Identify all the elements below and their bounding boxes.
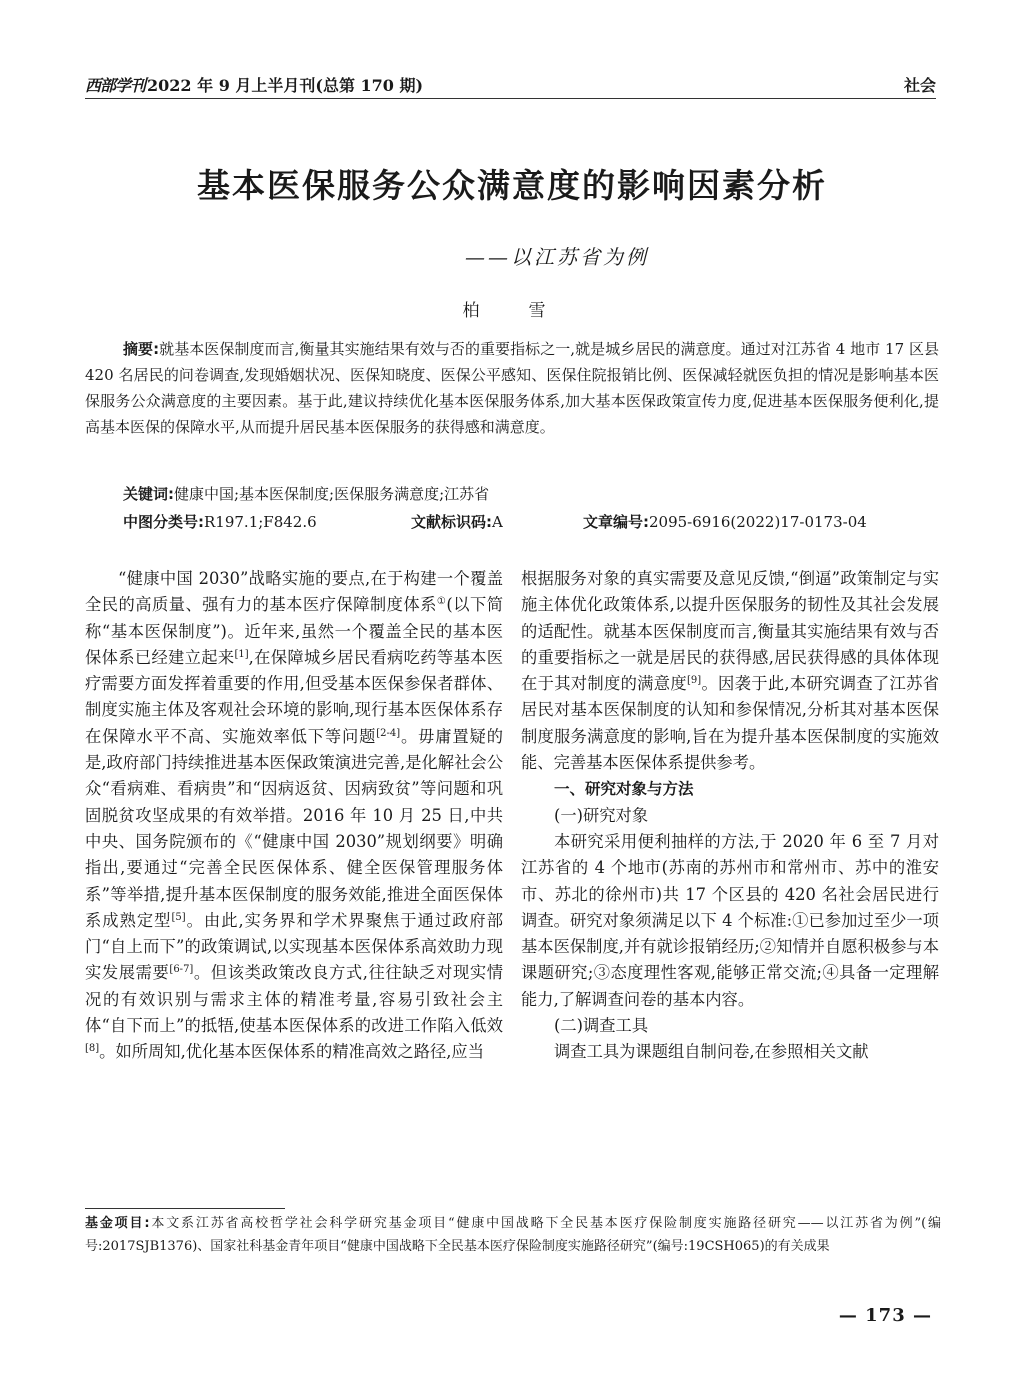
clc-label: 中图分类号:	[123, 513, 204, 531]
body-text: 根据服务对象的真实需要及意见反馈,“倒逼”政策制定与实施主体优化政策体系,以提升医保服务的韧性及其社会发展的适配性。就基本医保制度而言,衡量其实施结果有效与否的重要指标之一就是居民的获得感,居民获得感的具体体现在于其对制度的满意度	[521, 569, 939, 694]
article-title: 基本医保服务公众满意度的影响因素分析	[197, 166, 827, 205]
body-text: 。如所周知,优化基本医保体系的精准高效之路径,应当	[99, 1042, 484, 1062]
body-text: ,在保障城乡居民看病吃药等基本医疗需要方面发挥着重要的作用,但受基本医保参保者群体、制度实施主体及客观社会环境的影响,现行基本医保体系存在保障水平不高、实施效率低下等问题	[85, 647, 503, 746]
keywords-label: 关键词:	[123, 485, 174, 503]
doc-code-value: A	[492, 513, 503, 531]
article-no-value: 2095-6916(2022)17-0173-04	[649, 513, 867, 531]
citation: [8]	[85, 1043, 100, 1055]
classification-row	[123, 511, 939, 532]
author-name: 柏 雪	[462, 301, 562, 321]
body-paragraph	[521, 566, 939, 776]
clc-value: R197.1;F842.6	[204, 513, 317, 531]
abstract-label: 摘要:	[123, 340, 160, 358]
doc-code-label: 文献标识码:	[411, 513, 492, 531]
subsection-heading: (一)研究对象	[554, 805, 649, 825]
abstract	[85, 336, 939, 440]
citation: [1]	[234, 648, 249, 660]
funding-text: 本文系江苏省高校哲学社会科学研究基金项目“健康中国战略下全民基本医疗保险制度实施路径研究——以江苏省为例”(编号:2017SJB1376)、国家社科基金青年项目“健康中国战略下全民基本医疗保险制度实施路径研究”(编号:19CSH065)的有关成果	[85, 1216, 941, 1254]
body-paragraph	[85, 566, 503, 1066]
footnote-rule	[85, 1208, 285, 1209]
body-text: 。因袭于此,本研究调查了江苏省居民对基本医保制度的认知和参保情况,分析其对基本医保制度服务满意度的影响,旨在为提升基本医保制度的实施效能、完善基本医保体系提供参考。	[521, 674, 939, 773]
citation: [5]	[171, 911, 186, 923]
footnote-ref: ①	[436, 596, 447, 608]
body-text: 。由此,实务界和学术界聚焦于通过政府部门“自上而下”的政策调试,以实现基本医保体系高效助力现实发展需要	[85, 910, 503, 983]
body-paragraph: 本研究采用便利抽样的方法,于 2020 年 6 至 7 月对江苏省的 4 个地市(苏南的苏州市和常州市、苏中的淮安市、苏北的徐州市)共 17 个区县的 420 名社会居民进行调查。研究对象须满足以下 4 个标准:①已参加过至少一项基本医保制度,并有就诊报销经历;②知情并自愿积极参与本课题研究;③态度理性客观,能够正常交流;④具备一定理解能力,了解调查问卷的基本内容。	[521, 831, 939, 1009]
article-no-label: 文章编号:	[583, 513, 649, 531]
page-number: — 173 —	[838, 1305, 932, 1326]
citation: [6-7]	[169, 964, 194, 976]
article-subtitle: ——以江苏省为例	[465, 245, 649, 269]
body-column-left	[85, 566, 503, 1066]
issue-info: 2022 年 9 月上半月刊(总第 170 期)	[147, 76, 424, 95]
body-text: 。毋庸置疑的是,政府部门持续推进基本医保政策演进完善,是化解社会公众“看病难、看病贵”和“因病返贫、因病致贫”等问题和巩固脱贫攻坚成果的有效举措。2016 年 10 月 25 日,中共中央、国务院颁布的《“健康中国 2030”规划纲要》明确指出,要通过“完善全民医保体系、健全医保管理服务体系”等举措,提升基本医保制度的服务效能,推进全面医保体系成熟定型	[85, 726, 503, 930]
keywords-text: 健康中国;基本医保制度;医保服务满意度;江苏省	[174, 485, 490, 503]
funding-footnote	[85, 1212, 941, 1258]
body-text: 。但该类政策改良方式,往往缺乏对现实情况的有效识别与需求主体的精准考量,容易引致社会主体“自下而上”的抵牾,使基本医保体系的改进工作陷入低效	[85, 963, 503, 1036]
section-heading: 一、研究对象与方法	[554, 780, 694, 799]
running-header-left	[85, 73, 423, 96]
citation: [2-4]	[376, 727, 401, 739]
header-rule	[85, 98, 936, 99]
abstract-text: 就基本医保制度而言,衡量其实施结果有效与否的重要指标之一,就是城乡居民的满意度。通过对江苏省 4 地市 17 区县 420 名居民的问卷调查,发现婚姻状况、医保知晓度、医保公平感知、医保住院报销比例、医保减轻就医负担的情况是影响基本医保服务公众满意度的主要因素。基于此,建议持续优化基本医保服务体系,加大基本医保政策宣传力度,促进基本医保服务便利化,提高基本医保的保障水平,从而提升居民基本医保服务的获得感和满意度。	[85, 340, 940, 436]
body-column-right	[521, 566, 939, 1066]
body-text: “健康中国 2030”战略实施的要点,在于构建一个覆盖全民的高质量、强有力的基本医疗保障制度体系	[85, 569, 503, 615]
subsection-heading: (二)调查工具	[554, 1016, 649, 1036]
body-paragraph: 调查工具为课题组自制问卷,在参照相关文献	[554, 1042, 869, 1062]
citation: [9]	[686, 675, 702, 687]
body-text: (以下简称“基本医保制度”)。近年来,虽然一个覆盖全民的基本医保体系已经建立起来	[85, 595, 503, 667]
keywords	[123, 483, 489, 504]
section-name: 社会	[903, 76, 936, 95]
funding-label: 基金项目:	[85, 1216, 150, 1231]
journal-name: 西部学刊	[85, 76, 146, 95]
